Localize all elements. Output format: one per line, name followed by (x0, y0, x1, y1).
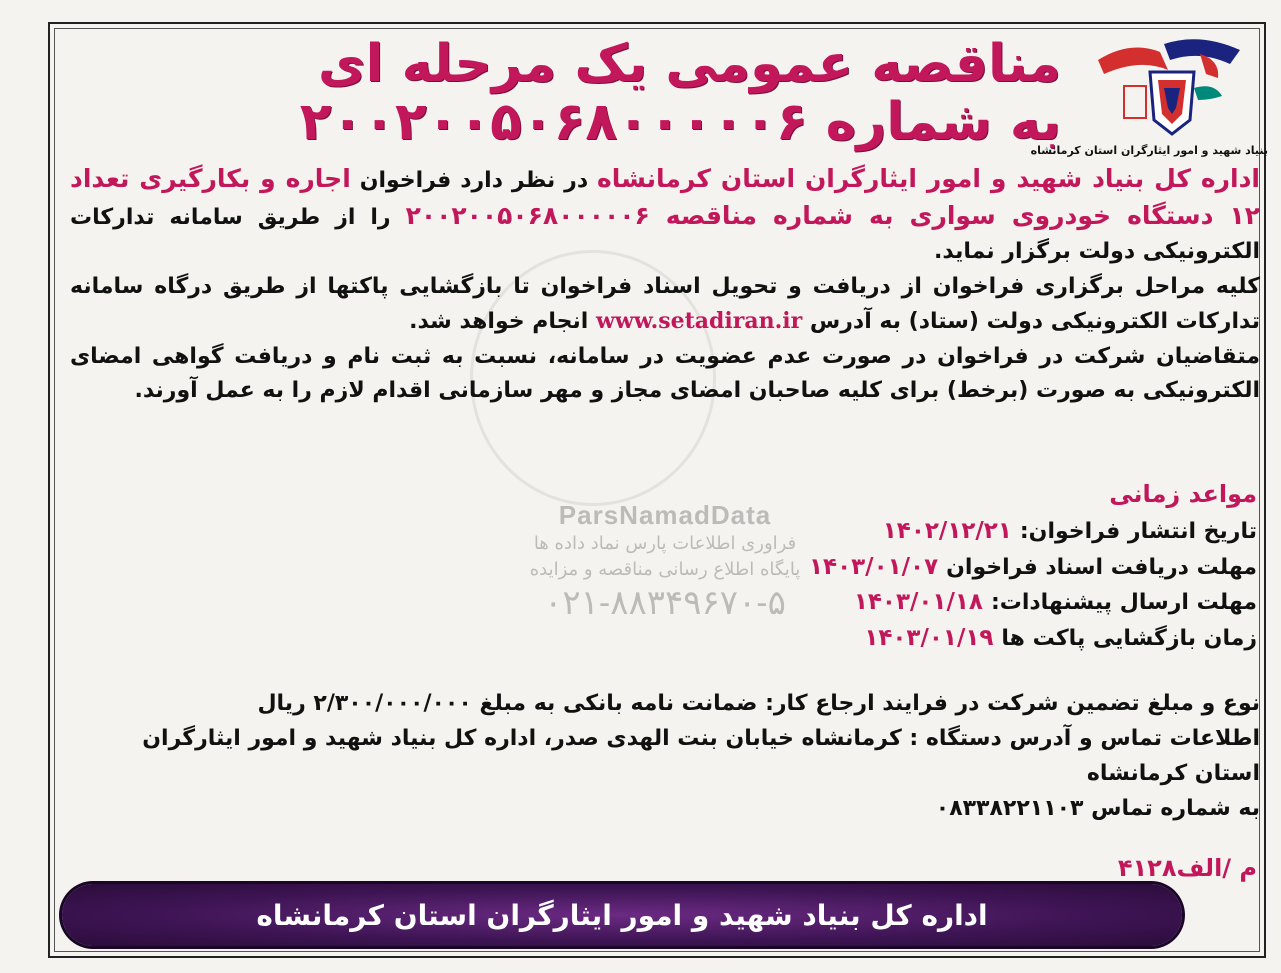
schedule-list (497, 514, 1257, 656)
tender-subject: اجاره و بکارگیری تعداد ۱۲ دستگاه خودروی سواری به شماره مناقصه ۲۰۰۲۰۰۵۰۶۸۰۰۰۰۰۶ (70, 164, 1260, 230)
process-paragraph (70, 270, 1260, 340)
schedule-value: ۱۴۰۳/۰۱/۱۹ (864, 624, 994, 651)
announcement-body (70, 162, 1260, 409)
watermark-phone: ۰۲۱-۸۸۳۴۹۶۷۰-۵ (544, 584, 786, 622)
process-tail: انجام خواهد شد. (409, 309, 596, 334)
schedule-label: مهلت ارسال پیشنهادات: (990, 590, 1257, 615)
setad-link[interactable]: www.setadiran.ir (595, 308, 803, 334)
contact-address: اطلاعات تماس و آدرس دستگاه : کرمانشاه خیابان بنت الهدی صدر، اداره کل بنیاد شهید و امور ایثارگران استان کرمانشاه (142, 726, 1260, 786)
schedule-value: ۱۴۰۳/۰۱/۰۷ (809, 553, 939, 580)
intro-mid: در نظر دارد فراخوان (350, 168, 598, 193)
intro-paragraph (70, 162, 1260, 270)
schedule-value: ۱۴۰۲/۱۲/۲۱ (882, 518, 1012, 544)
schedule-label: تاریخ انتشار فراخوان: (1019, 519, 1257, 544)
tender-title: مناقصه عمومی یک مرحله ای (317, 34, 1061, 94)
foundation-logo-icon (1090, 30, 1262, 140)
schedule-label: مهلت دریافت اسناد فراخوان (946, 554, 1257, 580)
footer-banner (62, 884, 1182, 946)
schedule-row (497, 621, 1257, 657)
registration-paragraph: متقاضیان شرکت در فراخوان در صورت عدم عضویت در سامانه، نسبت به ثبت نام و دریافت گواهی امضای الکترونیکی به صورت (برخط) برای کلیه صاحبان امضای مجاز و مهر سازمانی اقدام لازم را به عمل آورند. (70, 343, 1260, 403)
contact-phone: به شماره تماس ۰۸۳۳۸۲۲۱۱۰۳ (935, 796, 1260, 821)
schedule-row (497, 550, 1257, 586)
watermark-line1: فراوری اطلاعات پارس نماد داده ها (533, 533, 797, 554)
schedule-label: زمان بازگشایی پاکت ها (1001, 625, 1257, 651)
organization-name: اداره کل بنیاد شهید و امور ایثارگران استان کرمانشاه (597, 164, 1260, 193)
process-text: کلیه مراحل برگزاری فراخوان از دریافت و تحویل اسناد فراخوان تا بازگشایی پاکتها از طریق درگاه سامانه تدارکات الکترونیکی دولت (ستاد) به آدرس (70, 273, 1260, 334)
tender-number-title: به شماره ۲۰۰۲۰۰۵۰۶۸۰۰۰۰۰۶ (299, 92, 1061, 152)
reference-code: م /الف۴۱۲۸ (1117, 854, 1257, 882)
details-block (70, 686, 1260, 826)
schedule-title: مواعد زمانی (1109, 480, 1257, 508)
intro-tail: را از طریق سامانه تدارکات الکترونیکی دولت برگزار نماید. (70, 204, 1260, 264)
watermark-line2: پایگاه اطلاع رسانی مناقصه و مزایده (529, 559, 801, 580)
schedule-row (497, 514, 1257, 550)
footer-text: اداره کل بنیاد شهید و امور ایثارگران استان کرمانشاه (256, 898, 988, 932)
logo-caption: بنیاد شهید و امور ایثارگران استان کرمانشاه (1030, 144, 1268, 157)
schedule-value: ۱۴۰۳/۰۱/۱۸ (853, 589, 983, 615)
watermark-brand: ParsNamadData (558, 500, 772, 530)
guarantee-text: نوع و مبلغ تضمین شرکت در فرایند ارجاع کار: ضمانت نامه بانکی به مبلغ ۲/۳۰۰/۰۰۰/۰۰۰ ریال (257, 691, 1260, 716)
schedule-row (497, 585, 1257, 621)
